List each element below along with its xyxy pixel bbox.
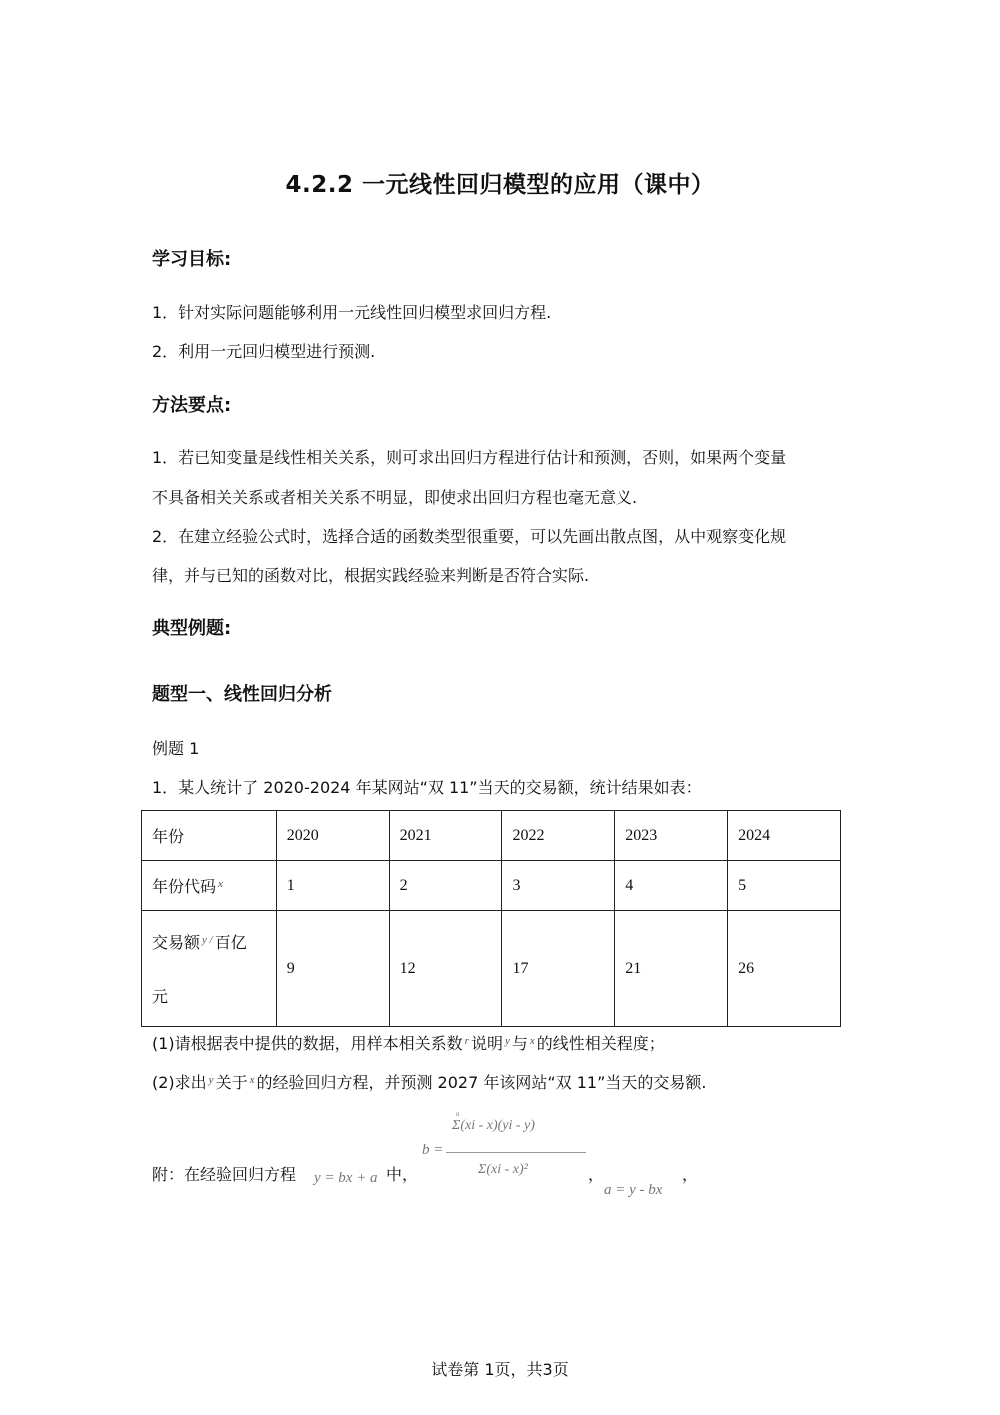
- question-text: 的经验回归方程，并预测 2027 年该网站“双 11”当天的交易额.: [256, 1073, 707, 1092]
- appendix-prefix: 附：在经验回归方程: [152, 1165, 297, 1184]
- table-cell: 21: [615, 911, 728, 1027]
- objectives-heading: 学习目标:: [152, 249, 232, 270]
- table-cell: 12: [389, 911, 502, 1027]
- table-cell-label: [142, 911, 277, 1027]
- question-text: 的线性相关程度；: [536, 1034, 665, 1053]
- numerator-text: Σ(xi - x)(yi - y): [452, 1118, 535, 1133]
- table-cell: 3: [502, 861, 615, 911]
- variable-x: x: [249, 1074, 255, 1086]
- method-line: 2．在建立经验公式时，选择合适的函数类型很重要，可以先画出散点图，从中观察变化规: [152, 527, 787, 546]
- method-line: 律，并与已知的函数对比，根据实践经验来判断是否符合实际.: [152, 566, 590, 585]
- method-line: 1．若已知变量是线性相关关系，则可求出回归方程进行估计和预测，否则，如果两个变量: [152, 448, 787, 467]
- table-cell-label: [142, 861, 277, 911]
- page-footer: 试卷第 1页，共3页: [431, 1360, 569, 1379]
- objective-item: 1．针对实际问题能够利用一元线性回归模型求回归方程.: [152, 303, 552, 322]
- question-text: (2)求出: [152, 1073, 207, 1092]
- table-cell: 2024: [728, 811, 841, 861]
- question-text: 关于: [215, 1073, 248, 1092]
- fraction-bar: [446, 1152, 586, 1153]
- appendix-middle: 中，: [386, 1165, 419, 1184]
- sum-upper-limit: n: [456, 1110, 460, 1118]
- variable-y: y: [504, 1035, 510, 1047]
- variable-x: x: [529, 1035, 535, 1047]
- b-hat-label: b =: [422, 1142, 444, 1158]
- variable-x: x: [218, 878, 223, 890]
- regression-equation: [314, 1170, 378, 1187]
- row-label-unit: 百亿: [214, 933, 247, 952]
- objective-item: 2．利用一元回归模型进行预测.: [152, 342, 376, 361]
- table-row: [142, 811, 841, 861]
- variable-r: r: [464, 1035, 469, 1047]
- question-text: 与: [511, 1034, 528, 1053]
- row-label-unit-2: 元: [152, 987, 169, 1006]
- question-1: [152, 1031, 665, 1054]
- example-label: 例题 1: [152, 739, 200, 758]
- table-cell: 1: [276, 861, 389, 911]
- table-row: [142, 861, 841, 911]
- row-label-text: 年份代码: [152, 877, 217, 896]
- question-text: 说明: [470, 1034, 503, 1053]
- appendix-comma-2: ，: [682, 1165, 699, 1184]
- table-cell: 17: [502, 911, 615, 1027]
- data-table: [141, 810, 841, 1027]
- type1-heading: 题型一、线性回归分析: [152, 684, 332, 705]
- method-heading: 方法要点:: [152, 395, 232, 416]
- appendix-comma: ，: [588, 1165, 605, 1184]
- table-cell: 4: [615, 861, 728, 911]
- variable-y: y: [208, 1074, 214, 1086]
- table-cell: 26: [728, 911, 841, 1027]
- question-2: [152, 1070, 706, 1093]
- row-label-text: 交易额: [152, 933, 201, 952]
- table-cell: 5: [728, 861, 841, 911]
- table-row: [142, 911, 841, 1027]
- table-cell: 2022: [502, 811, 615, 861]
- method-line: 不具备相关关系或者相关关系不明显，即使求出回归方程也毫无意义.: [152, 488, 638, 507]
- variable-y: y /: [202, 934, 213, 946]
- denominator-text: Σ(xi - x)²: [478, 1162, 528, 1177]
- table-cell: 2021: [389, 811, 502, 861]
- page-title: 4.2.2 一元线性回归模型的应用（课中）: [285, 172, 715, 198]
- a-formula: a = y - bx: [604, 1182, 663, 1198]
- table-cell: 2020: [276, 811, 389, 861]
- table-cell: 9: [276, 911, 389, 1027]
- table-cell: 2: [389, 861, 502, 911]
- regression-equation-text: y = bx + a: [314, 1170, 378, 1186]
- table-cell-label: 年份: [142, 811, 277, 861]
- table-cell: 2023: [615, 811, 728, 861]
- question-text: (1)请根据表中提供的数据，用样本相关系数: [152, 1034, 463, 1053]
- problem-intro: 1．某人统计了 2020-2024 年某网站“双 11”当天的交易额，统计结果如表：: [152, 778, 702, 797]
- examples-heading: 典型例题:: [152, 618, 232, 639]
